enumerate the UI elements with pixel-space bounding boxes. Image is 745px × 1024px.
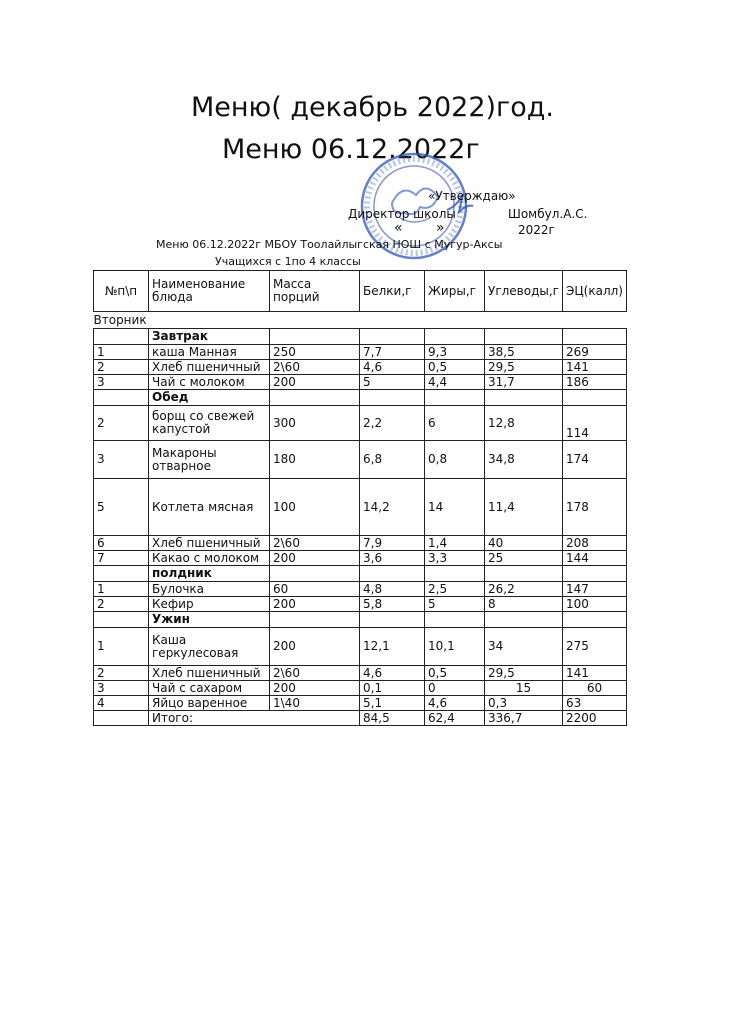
total-carbs: 336,7	[485, 711, 563, 726]
page-subtitle: Меню 06.12.2022г	[222, 134, 480, 165]
carbs-cell: 34	[485, 628, 563, 666]
mass-cell: 2\60	[270, 536, 360, 551]
energy-cell: 269	[562, 345, 626, 360]
protein-cell: 7,9	[360, 536, 425, 551]
mass-cell: 200	[270, 375, 360, 390]
mass-cell: 200	[270, 597, 360, 612]
dish-name: Хлеб пшеничный	[149, 666, 270, 681]
mass-cell: 200	[270, 681, 360, 696]
dish-name: борщ со свежей капустой	[149, 406, 270, 441]
row-number: 2	[94, 406, 149, 441]
dish-name: Чай с сахаром	[149, 681, 270, 696]
row-number: 3	[94, 441, 149, 479]
fat-cell: 2,5	[425, 582, 485, 597]
dish-name: Каша геркулесовая	[149, 628, 270, 666]
section-title: Ужин	[149, 612, 270, 628]
director-name: Шомбул.А.С.	[508, 207, 588, 221]
table-row	[94, 681, 627, 696]
carbs-cell: 26,2	[485, 582, 563, 597]
row-number: 2	[94, 666, 149, 681]
dish-name: Хлеб пшеничный	[149, 360, 270, 375]
energy-cell: 275	[562, 628, 626, 666]
protein-cell: 6,8	[360, 441, 425, 479]
mass-cell: 60	[270, 582, 360, 597]
energy-cell: 100	[562, 597, 626, 612]
carbs-cell: 38,5	[485, 345, 563, 360]
fat-cell: 10,1	[425, 628, 485, 666]
energy-cell: 141	[562, 666, 626, 681]
mass-cell: 180	[270, 441, 360, 479]
protein-cell: 4,6	[360, 360, 425, 375]
fat-cell: 9,3	[425, 345, 485, 360]
energy-cell: 208	[562, 536, 626, 551]
table-row	[94, 696, 627, 711]
table-row	[94, 582, 627, 597]
table-row	[94, 666, 627, 681]
protein-cell: 5,8	[360, 597, 425, 612]
total-label: Итого:	[149, 711, 360, 726]
carbs-cell: 8	[485, 597, 563, 612]
energy-cell: 141	[562, 360, 626, 375]
table-row	[94, 479, 627, 536]
row-number: 6	[94, 536, 149, 551]
fat-cell: 0,5	[425, 666, 485, 681]
mass-cell: 200	[270, 628, 360, 666]
table-row	[94, 628, 627, 666]
approval-label: «Утверждаю»	[428, 189, 516, 203]
carbs-cell: 34,8	[485, 441, 563, 479]
carbs-cell: 29,5	[485, 360, 563, 375]
director-label: Директор школы	[348, 207, 456, 221]
day-row	[94, 312, 627, 329]
carbs-cell: 29,5	[485, 666, 563, 681]
section-title: Завтрак	[149, 329, 270, 345]
protein-cell: 2,2	[360, 406, 425, 441]
energy-cell: 147	[562, 582, 626, 597]
carbs-cell: 15	[485, 681, 563, 696]
fat-cell: 1,4	[425, 536, 485, 551]
fat-cell: 6	[425, 406, 485, 441]
energy-cell: 178	[562, 479, 626, 536]
row-number: 3	[94, 681, 149, 696]
energy-cell: 174	[562, 441, 626, 479]
mass-cell: 250	[270, 345, 360, 360]
approval-date-open: «	[394, 220, 403, 236]
fat-cell: 0,5	[425, 360, 485, 375]
row-number: 3	[94, 375, 149, 390]
row-number: 2	[94, 360, 149, 375]
approval-date-close: »	[436, 220, 445, 236]
section-row	[94, 612, 627, 628]
menu-subheader: Учащихся с 1по 4 классы	[215, 255, 361, 268]
energy-cell: 114	[562, 406, 626, 441]
energy-cell: 60	[562, 681, 626, 696]
carbs-cell: 12,8	[485, 406, 563, 441]
section-row	[94, 390, 627, 406]
row-number: 1	[94, 582, 149, 597]
dish-name: каша Манная	[149, 345, 270, 360]
total-energy: 2200	[562, 711, 626, 726]
section-title: полдник	[149, 566, 270, 582]
total-row	[94, 711, 627, 726]
carbs-cell: 40	[485, 536, 563, 551]
energy-cell: 144	[562, 551, 626, 566]
protein-cell: 3,6	[360, 551, 425, 566]
row-number: 4	[94, 696, 149, 711]
protein-cell: 7,7	[360, 345, 425, 360]
table-row	[94, 597, 627, 612]
fat-cell: 0,8	[425, 441, 485, 479]
dish-name: Какао с молоком	[149, 551, 270, 566]
row-number: 1	[94, 628, 149, 666]
mass-cell: 100	[270, 479, 360, 536]
protein-cell: 4,8	[360, 582, 425, 597]
approval-year: 2022г	[518, 223, 555, 237]
energy-cell: 186	[562, 375, 626, 390]
table-row	[94, 551, 627, 566]
protein-cell: 5	[360, 375, 425, 390]
section-row	[94, 329, 627, 345]
carbs-cell: 31,7	[485, 375, 563, 390]
carbs-cell: 0,3	[485, 696, 563, 711]
dish-name: Чай с молоком	[149, 375, 270, 390]
column-header: ЭЦ(калл)	[562, 271, 626, 312]
table-row	[94, 360, 627, 375]
table-row	[94, 375, 627, 390]
dish-name: Булочка	[149, 582, 270, 597]
fat-cell: 14	[425, 479, 485, 536]
dish-name: Хлеб пшеничный	[149, 536, 270, 551]
protein-cell: 4,6	[360, 666, 425, 681]
menu-header: Меню 06.12.2022г МБОУ Тоолайлыгская НОШ с Мугур-Аксы	[156, 238, 503, 251]
table-row	[94, 406, 627, 441]
protein-cell: 14,2	[360, 479, 425, 536]
table-row	[94, 441, 627, 479]
dish-name: Макароны отварное	[149, 441, 270, 479]
column-header: Белки,г	[360, 271, 425, 312]
row-number: 2	[94, 597, 149, 612]
protein-cell: 12,1	[360, 628, 425, 666]
fat-cell: 0	[425, 681, 485, 696]
column-header: Жиры,г	[425, 271, 485, 312]
column-header: Масса порций	[270, 271, 360, 312]
dish-name: Котлета мясная	[149, 479, 270, 536]
menu-table	[93, 270, 627, 726]
section-title: Обед	[149, 390, 270, 406]
page-title: Меню( декабрь 2022)год.	[190, 92, 555, 123]
total-protein: 84,5	[360, 711, 425, 726]
fat-cell: 3,3	[425, 551, 485, 566]
fat-cell: 4,4	[425, 375, 485, 390]
mass-cell: 1\40	[270, 696, 360, 711]
column-header: Углеводы,г	[485, 271, 563, 312]
fat-cell: 5	[425, 597, 485, 612]
row-number: 5	[94, 479, 149, 536]
protein-cell: 0,1	[360, 681, 425, 696]
section-row	[94, 566, 627, 582]
column-header: №п\п	[94, 271, 149, 312]
column-header: Наименование блюда	[149, 271, 270, 312]
menu-table-container	[93, 270, 627, 726]
fat-cell: 4,6	[425, 696, 485, 711]
mass-cell: 300	[270, 406, 360, 441]
energy-cell: 63	[562, 696, 626, 711]
mass-cell: 2\60	[270, 666, 360, 681]
row-number: 1	[94, 345, 149, 360]
day-label: Вторник	[93, 312, 147, 327]
mass-cell: 200	[270, 551, 360, 566]
row-number: 7	[94, 551, 149, 566]
table-row	[94, 536, 627, 551]
mass-cell: 2\60	[270, 360, 360, 375]
dish-name: Кефир	[149, 597, 270, 612]
carbs-cell: 25	[485, 551, 563, 566]
dish-name: Яйцо варенное	[149, 696, 270, 711]
table-header-row	[94, 271, 627, 312]
table-row	[94, 345, 627, 360]
carbs-cell: 11,4	[485, 479, 563, 536]
protein-cell: 5,1	[360, 696, 425, 711]
total-fat: 62,4	[425, 711, 485, 726]
